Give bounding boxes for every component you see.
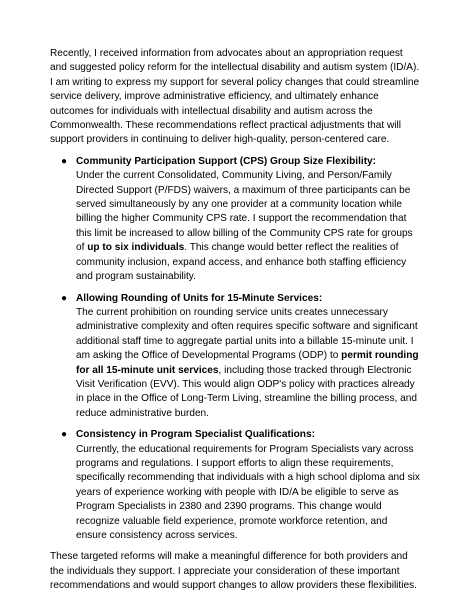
closing-paragraph: These targeted reforms will make a meaningful difference for both providers and the individuals they support. I appreciate your consideration of these important recommendations and would support changes to allow providers these flexibilities. <box>50 551 417 592</box>
item-text: Currently, the educational requirements for Program Specialists vary across programs and regulations. I support efforts to align these requirements, specifically recommending that individuals with a high school diploma and six years of experience working with people with ID/A be eligible to serve as Program Specialists in 2380 and 2390 programs. This change would recognize valuable field experience, promote workforce retention, and ensure consistency across services. <box>76 443 420 541</box>
list-item-cps-group-size <box>50 155 421 285</box>
item-text-end: . This change would better reflect the realities of community inclusion, expand access, and enhance both staffing efficiency and program sustainability. <box>76 242 407 283</box>
bullet-icon: ● <box>61 292 68 304</box>
item-title: Consistency in Program Specialist Qualifications: <box>76 429 315 441</box>
item-emphasis: permit rounding for all 15-minute unit services <box>76 350 419 376</box>
item-emphasis: up to six individuals <box>87 242 185 254</box>
bullet-icon: ● <box>61 429 68 441</box>
recommendation-list <box>50 155 421 544</box>
list-item-program-specialist <box>50 428 421 543</box>
intro-paragraph: Recently, I received information from advocates about an appropriation request and suggested policy reform for the intellectual disability and autism system (ID/A). I am writing to express my support for several policy changes that could streamline service delivery, improve administrative efficiency, and ultimately enhance outcomes for individuals with intellectual disability and autism across the Commonwealth. These recommendations reflect practical adjustments that will support providers in continuing to deliver high-quality, person-centered care. <box>50 48 420 146</box>
item-title: Allowing Rounding of Units for 15-Minute Services: <box>76 292 323 304</box>
item-text-end: , including those tracked through Electronic Visit Verification (EVV). This would align ODP's policy with practices already in place in the Office of Long-Term Living, streamline the billing process, and reduce administrative burden. <box>76 364 417 419</box>
item-title: Community Participation Support (CPS) Group Size Flexibility: <box>76 155 377 167</box>
list-item-rounding-units <box>50 292 421 422</box>
item-text: The current prohibition on rounding service units creates unnecessary administrative complexity and often requires specific software and significant additional staff time to aggregate partial units into a billable 15-minute unit. I am asking the Office of Developmental Programs (ODP) to <box>76 306 418 362</box>
bullet-icon: ● <box>61 155 68 167</box>
item-text: Under the current Consolidated, Community Living, and Person/Family Directed Support (P/FDS) waivers, a maximum of three participants can be served simultaneously by any one provider at a community location while billing the higher Community CPS rate. I support the recommendation that this limit be increased to allow billing of the Community CPS rate for groups of <box>76 170 413 254</box>
